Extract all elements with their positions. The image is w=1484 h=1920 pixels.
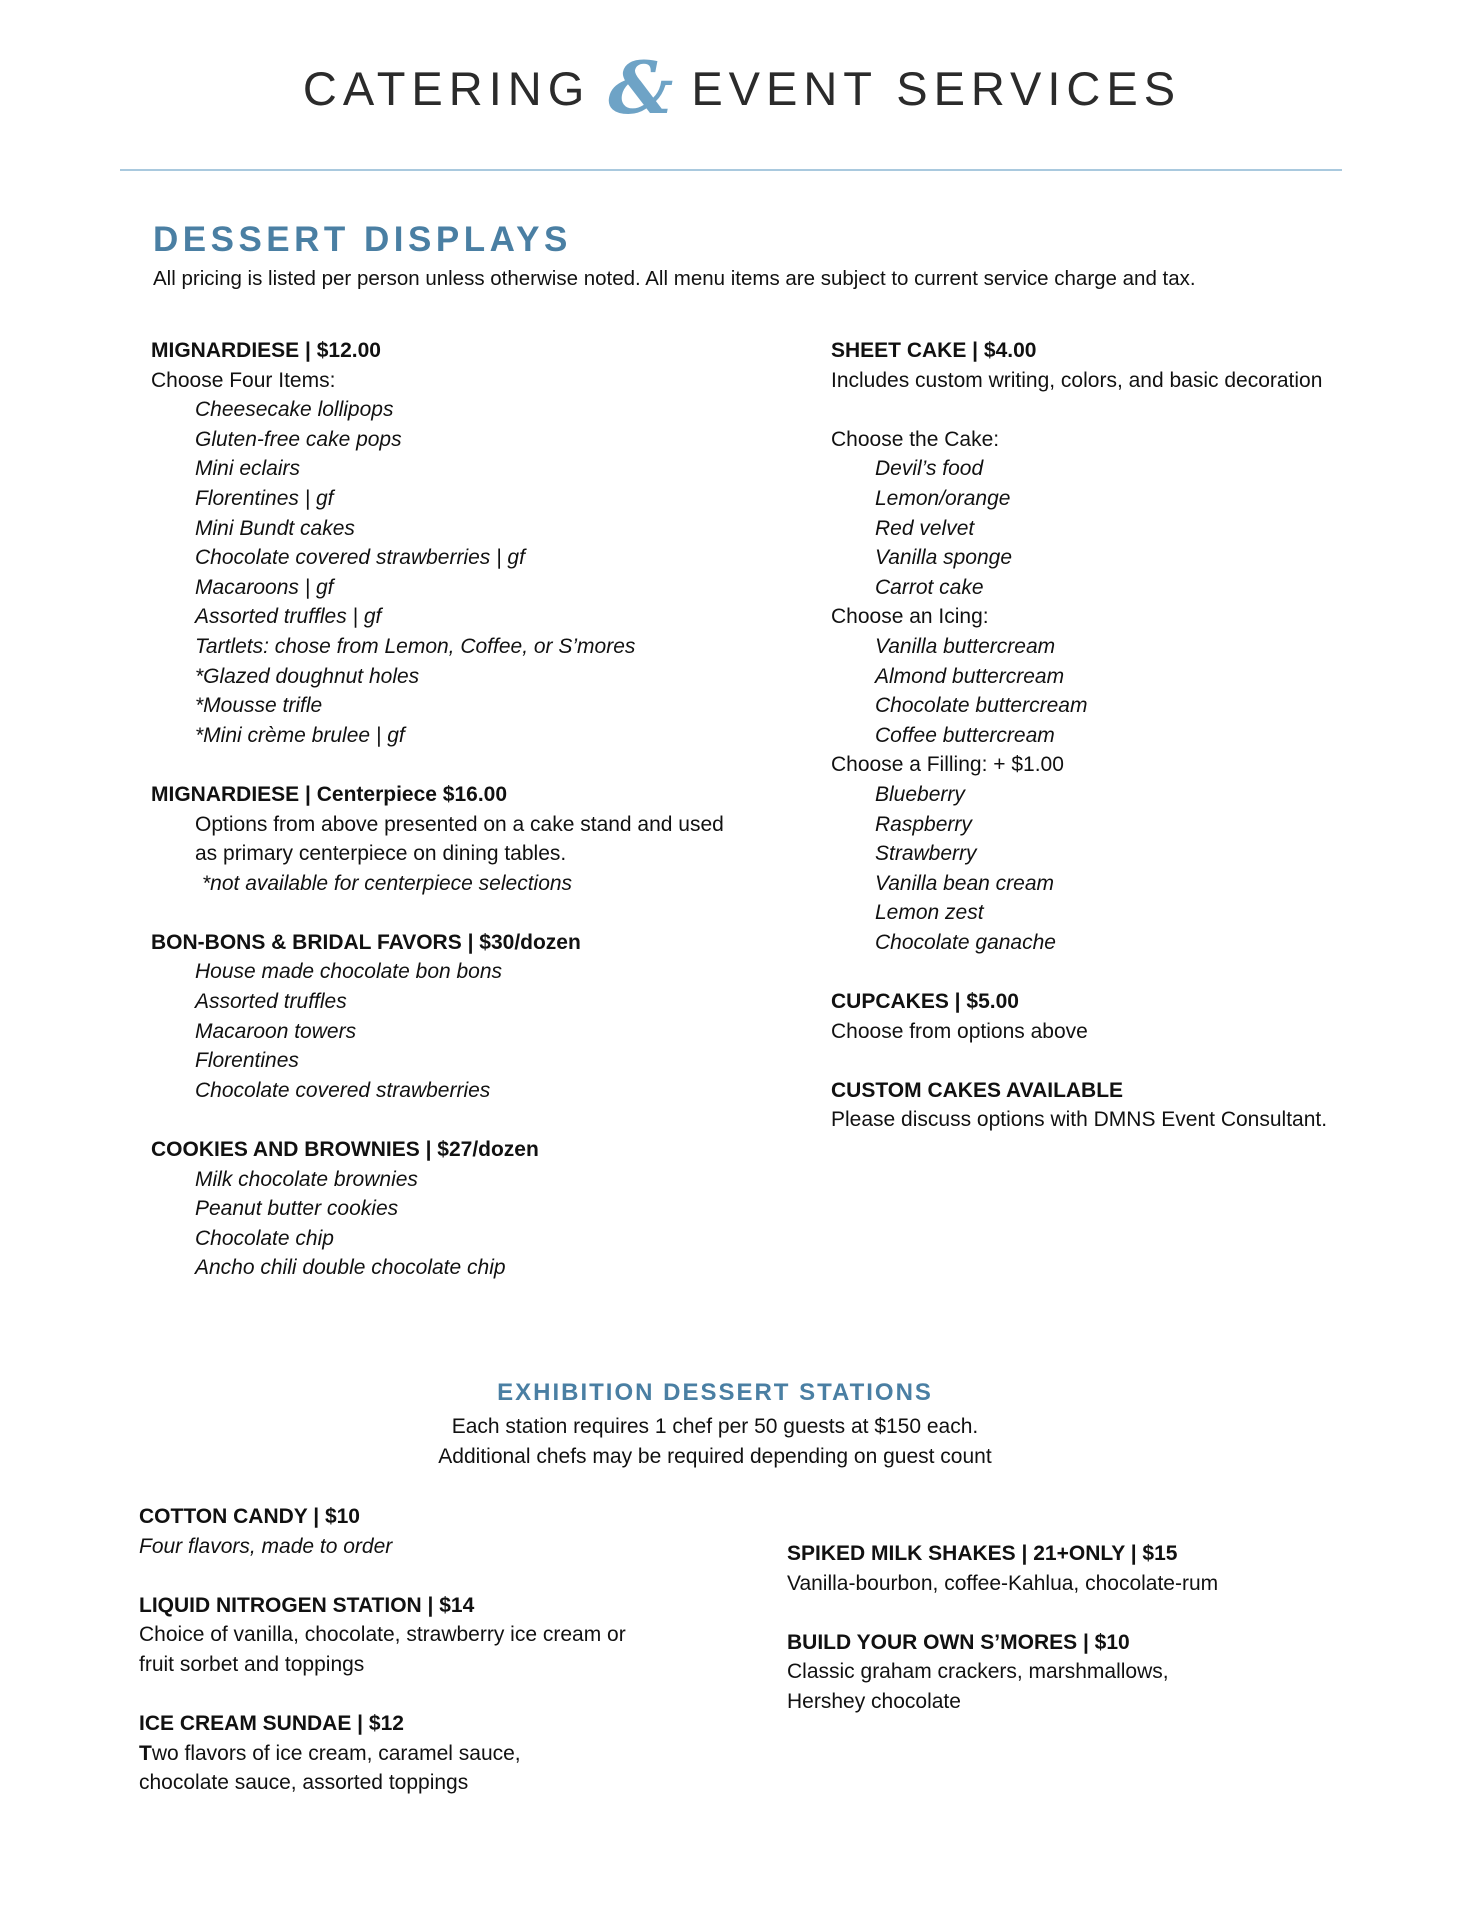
list-item: Cheesecake lollipops — [195, 398, 394, 422]
list-item: Assorted truffles — [195, 990, 347, 1014]
list-item: *Mini crème brulee | gf — [195, 723, 405, 747]
pricing-note: All pricing is listed per person unless otherwise noted. All menu items are subject to current service charge and tax. — [153, 267, 1196, 290]
brand-left: CATERING — [302, 62, 591, 115]
station-desc: Two flavors of ice cream, caramel sauce, — [139, 1741, 521, 1765]
section-desc: Please discuss options with DMNS Event Consultant. — [831, 1108, 1328, 1132]
stations-right — [787, 1539, 1218, 1717]
stations-note-2: Additional chefs may be required depending on guest count — [438, 1445, 992, 1468]
right-column — [831, 336, 1327, 1135]
list-item: Vanilla bean cream — [875, 871, 1054, 895]
list-item: Chocolate chip — [195, 1226, 334, 1250]
list-item: Chocolate buttercream — [875, 694, 1088, 718]
list-item: Coffee buttercream — [875, 723, 1055, 747]
list-item: Carrot cake — [875, 575, 984, 599]
list-item: Macaroons | gf — [195, 575, 334, 599]
list-item: *Glazed doughnut holes — [195, 664, 420, 688]
station-desc: fruit sorbet and toppings — [139, 1652, 365, 1676]
option-label: Choose a Filling: + $1.00 — [831, 753, 1064, 777]
list-item: Lemon zest — [875, 901, 984, 925]
list-item: Lemon/orange — [875, 486, 1011, 510]
left-column — [151, 336, 724, 1283]
section-title: COOKIES AND BROWNIES | $27/dozen — [151, 1138, 539, 1162]
list-item: Milk chocolate brownies — [195, 1167, 418, 1191]
station-desc: Hershey chocolate — [787, 1689, 961, 1713]
section-title: CUSTOM CAKES AVAILABLE — [831, 1078, 1124, 1102]
station-desc: Choice of vanilla, chocolate, strawberry ice cream or — [139, 1623, 626, 1647]
stations-left — [139, 1502, 626, 1798]
list-item: Macaroon towers — [195, 1019, 357, 1043]
list-item: Chocolate covered strawberries — [195, 1078, 491, 1102]
header-divider — [120, 169, 1342, 171]
section-note: *not available for centerpiece selections — [202, 871, 573, 895]
list-item: Chocolate covered strawberries | gf — [195, 546, 525, 570]
station-title: COTTON CANDY | $10 — [139, 1505, 360, 1528]
list-item: Gluten-free cake pops — [195, 427, 402, 451]
list-item: Mini eclairs — [195, 457, 301, 481]
section-title: SHEET CAKE | $4.00 — [831, 339, 1037, 362]
section-title: BON-BONS & BRIDAL FAVORS | $30/dozen — [151, 930, 581, 954]
list-item: *Mousse trifle — [195, 694, 323, 718]
section-title: CUPCAKES | $5.00 — [831, 990, 1019, 1014]
station-desc: chocolate sauce, assorted toppings — [139, 1771, 469, 1795]
section-intro: Choose Four Items: — [151, 368, 336, 392]
list-item: Vanilla sponge — [875, 546, 1012, 570]
list-item: Vanilla buttercream — [875, 634, 1056, 658]
list-item: Assorted truffles | gf — [195, 605, 382, 629]
list-item: Peanut butter cookies — [195, 1197, 399, 1221]
list-item: Florentines | gf — [195, 486, 334, 510]
section-desc: Choose from options above — [831, 1019, 1088, 1043]
list-item: Devil’s food — [875, 457, 984, 481]
brand-logo — [0, 45, 1484, 130]
station-desc: Four flavors, made to order — [139, 1534, 393, 1558]
page-title: DESSERT DISPLAYS — [153, 220, 572, 259]
stations-title: EXHIBITION DESSERT STATIONS — [497, 1379, 933, 1406]
section-desc: as primary centerpiece on dining tables. — [195, 842, 567, 866]
list-item: Raspberry — [875, 812, 972, 836]
option-label: Choose the Cake: — [831, 427, 1000, 451]
list-item: Ancho chili double chocolate chip — [195, 1256, 506, 1280]
option-label: Choose an Icing: — [831, 605, 989, 629]
list-item: House made chocolate bon bons — [195, 960, 503, 984]
section-title: MIGNARDIESE | $12.00 — [151, 339, 381, 362]
list-item: Blueberry — [875, 782, 965, 806]
station-desc: Classic graham crackers, marshmallows, — [787, 1660, 1169, 1684]
station-title: SPIKED MILK SHAKES | 21+ONLY | $15 — [787, 1542, 1178, 1565]
station-title: BUILD YOUR OWN S’MORES | $10 — [787, 1630, 1130, 1654]
list-item: Florentines — [195, 1049, 299, 1073]
list-item: Red velvet — [875, 516, 975, 540]
ampersand-logo-mark: & — [608, 45, 674, 130]
brand-right: EVENT SERVICES — [691, 62, 1182, 115]
list-item: Chocolate ganache — [875, 930, 1056, 954]
section-title: MIGNARDIESE | Centerpiece $16.00 — [151, 782, 508, 806]
list-item: Mini Bundt cakes — [195, 516, 355, 540]
list-item: Almond buttercream — [875, 664, 1065, 688]
list-item: Strawberry — [875, 842, 977, 866]
list-item: Tartlets: chose from Lemon, Coffee, or S’mores — [195, 634, 636, 658]
station-title: LIQUID NITROGEN STATION | $14 — [139, 1593, 475, 1617]
station-title: ICE CREAM SUNDAE | $12 — [139, 1712, 404, 1736]
section-desc: Options from above presented on a cake stand and used — [195, 812, 724, 836]
section-desc: Includes custom writing, colors, and basic decoration — [831, 368, 1323, 392]
stations-note-1: Each station requires 1 chef per 50 guests at $150 each. — [451, 1415, 979, 1438]
station-desc: Vanilla-bourbon, coffee-Kahlua, chocolate-rum — [787, 1571, 1219, 1595]
